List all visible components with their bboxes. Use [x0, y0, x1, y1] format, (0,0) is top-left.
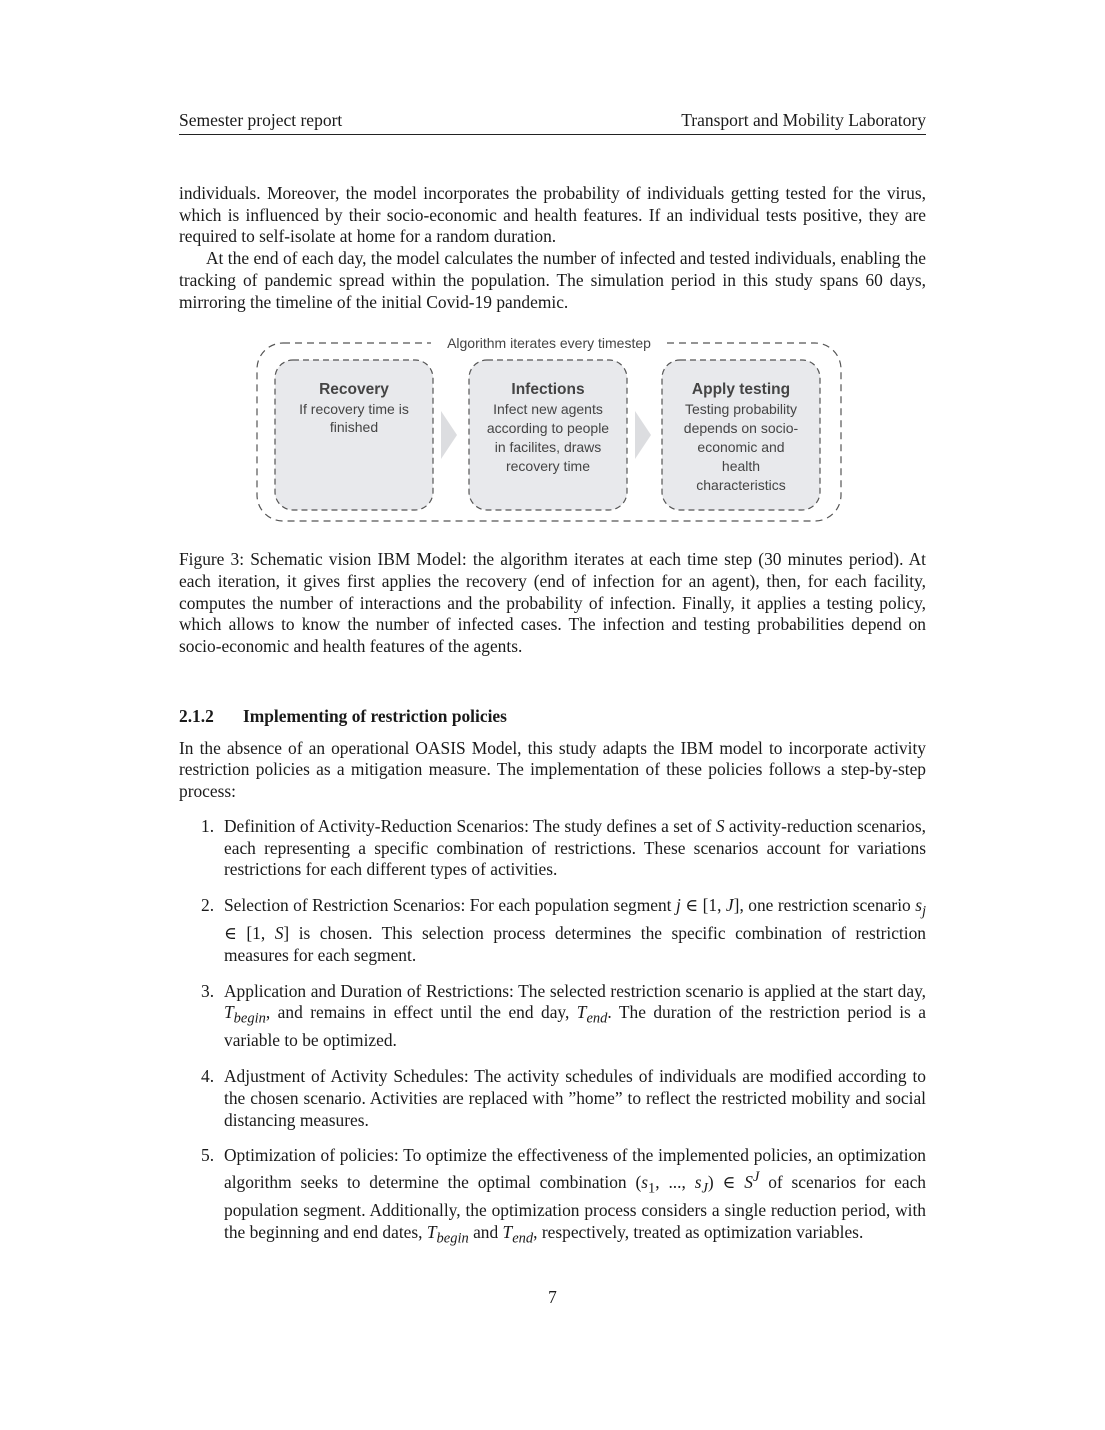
section-heading — [179, 704, 926, 728]
math-T-begin: $T_{begin}$ — [224, 1002, 266, 1027]
math-T-begin: $T_{begin}$ — [426, 1221, 469, 1247]
intro-paragraph-1: individuals. Moreover, the model incorporates the probability of individuals getting tested for the virus, which is influenced by their socio-economic and health features. If an individual tests positive, they are required to self-isolate at home for a random duration. — [179, 183, 926, 247]
testing-line: health — [721, 458, 761, 475]
item-text: , one restriction scenario — [739, 894, 916, 915]
loop-label: Algorithm iterates every timestep — [447, 335, 651, 352]
item-text: and — [468, 1221, 503, 1242]
math-sj: $s_j$ — [915, 894, 926, 920]
list-number: 5. — [201, 1145, 215, 1166]
testing-line: Testing probability — [684, 401, 798, 418]
header-left: Semester project report — [179, 110, 343, 130]
list-number: 2. — [201, 894, 215, 915]
item-text: . The duration of the restriction period is a variable to be optimized. — [224, 1002, 926, 1051]
list-item: 2. Selection of Restriction Scenarios: For each population segment j ∈ [1, J], one restriction scenario $s_j$ ∈ [1, S] is chosen. This selection process determines the specific combination of restriction measures for each segment. — [201, 894, 926, 965]
figure-3-diagram — [179, 333, 926, 529]
section-number: 2.1.2 — [179, 705, 214, 726]
running-header — [179, 108, 926, 135]
math-s-tuple: s — [641, 1171, 649, 1192]
item-text: Definition of Activity-Reduction Scenarios: The study defines a set of — [224, 815, 716, 836]
testing-line: economic and — [697, 439, 785, 456]
item-text: , respectively, treated as optimization variables. — [533, 1221, 864, 1242]
testing-line: depends on socio- — [683, 420, 799, 437]
math-S: S — [715, 815, 725, 836]
testing-line: characteristics — [696, 477, 786, 494]
list-item — [179, 981, 926, 1053]
section-title: Implementing of restriction policies — [243, 705, 507, 726]
recovery-line: finished — [329, 419, 379, 436]
item-text: activity-reduction scenarios, each representing a specific combination of restrictions. These scenarios account for variations restrictions for each different types of activities. — [224, 815, 926, 880]
item-text: is chosen. This selection process determines the specific combination of restriction measures for each segment. — [224, 923, 926, 965]
infections-line: according to people — [486, 420, 610, 437]
page-number: 7 — [548, 1287, 557, 1307]
list-item — [179, 816, 926, 881]
list-number: 3. — [201, 980, 215, 1001]
intro-paragraph-2: At the end of each day, the model calculates the number of infected and tested individuals, enabling the tracking of pandemic spread within the population. The simulation period in this study spans 60 days, mirroring the timeline of the initial Covid-19 pandemic. — [179, 248, 926, 312]
math-T-end: $T_{end}$ — [502, 1221, 534, 1247]
infections-line: recovery time — [505, 458, 591, 475]
arrow-right-icon — [441, 411, 457, 459]
list-item: 5. Optimization of policies: To optimize the effectiveness of the implemented policies, an optimization algorithm seeks to determine the optimal combination ($s_1$, ..., $s_J$) ∈ $S^J$ of scenarios for each population segment. Additionally, the optimization process considers a single reduction period, with the beginning and end dates, $T_{begin}$ and $T_{end}$, respectively, treated as optimization variables. — [201, 1145, 927, 1247]
infections-line: Infect new agents — [493, 401, 603, 418]
item-text: , and remains in effect until the end day, — [265, 1002, 577, 1023]
list-number: 4. — [201, 1066, 215, 1087]
recovery-title: Recovery — [319, 381, 389, 399]
arrow-right-icon — [635, 411, 651, 459]
header-right: Transport and Mobility Laboratory — [681, 110, 926, 130]
list-number: 1. — [201, 815, 215, 836]
item-text: of scenarios for each population segment. Additionally, the optimization process considers a single reduction period, with the beginning and end dates, — [224, 1171, 927, 1242]
section-intro: In the absence of an operational OASIS Model, this study adapts the IBM model to incorporate activity restriction policies as a mitigation measure. The implementation of these policies follows a step-by-step process: — [179, 737, 926, 802]
item-text: Optimization of policies: To optimize the effectiveness of the implemented policies, an optimization algorithm seeks to determine the optimal combination — [224, 1145, 926, 1192]
ibm-loop-diagram — [179, 333, 926, 529]
figure-caption: Figure 3: Schematic vision IBM Model: the algorithm iterates at each time step (30 minutes period). At each iteration, it gives first applies the recovery (end of infection for an agent), then, for each facility, computes the number of interactions and the probability of infection. Finally, it applies a testing policy, which allows to know the number of infected cases. The infection and testing probabilities depend on socio-economic and health features of the agents. — [179, 549, 926, 657]
steps-list — [179, 816, 926, 1250]
page — [179, 108, 926, 1264]
infections-line: in facilites, draws — [494, 439, 602, 456]
infections-title: Infections — [511, 381, 585, 399]
recovery-line: If recovery time is — [299, 401, 409, 418]
testing-title: Apply testing — [691, 381, 791, 399]
item-text: Selection of Restriction Scenarios: For each population segment — [224, 894, 676, 915]
math-T-end: $T_{end}$ — [576, 1002, 608, 1027]
item-text: Adjustment of Activity Schedules: The activity schedules of individuals are modified according to the chosen scenario. Activities are replaced with ”home” to reflect the restricted mobility and social distancing measures. — [224, 1066, 926, 1130]
list-item — [179, 1066, 926, 1131]
math-j-range: j — [675, 894, 681, 915]
item-text: Application and Duration of Restrictions: The selected restriction scenario is applied at the start day, — [224, 980, 926, 1001]
